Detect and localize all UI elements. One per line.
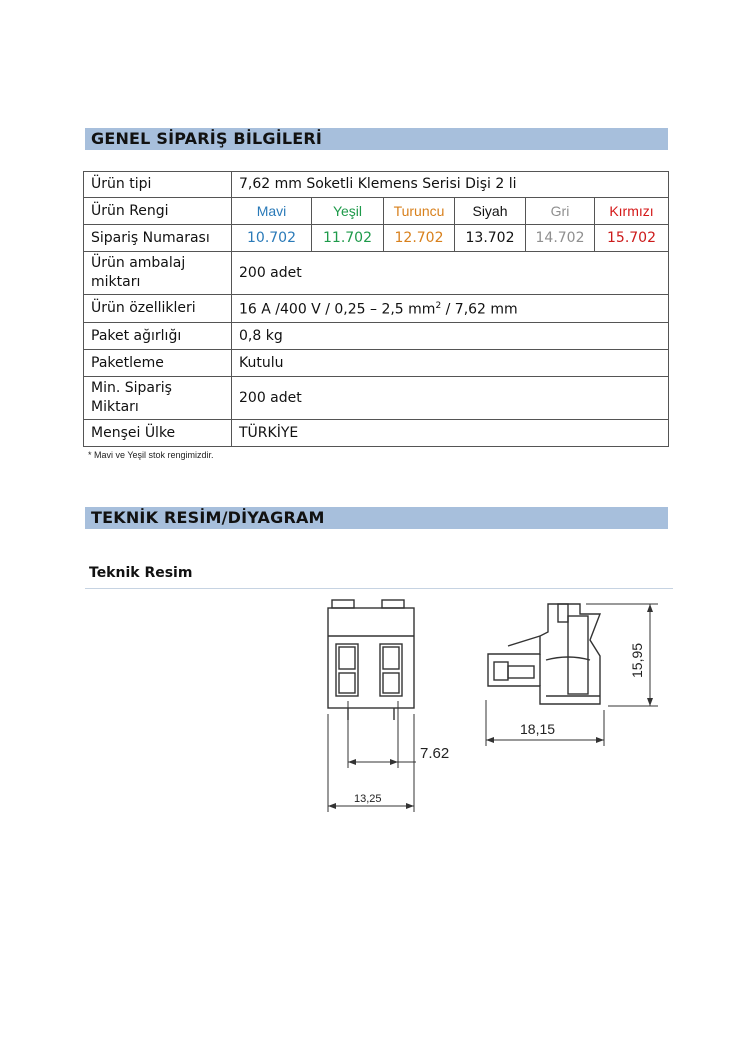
row-origin [84, 420, 669, 447]
spec-table [83, 171, 669, 447]
value-product-type: 7,62 mm Soketli Klemens Serisi Dişi 2 li [232, 172, 669, 198]
stock-color-footnote: * Mavi ve Yeşil stok rengimizdir. [88, 450, 214, 460]
row-product-type [84, 172, 669, 198]
label-packing: Paketleme [84, 350, 232, 377]
row-packaging-qty [84, 252, 669, 295]
order-number-gray: 14.702 [526, 225, 595, 252]
value-origin: TÜRKİYE [232, 420, 669, 447]
label-features: Ürün özellikleri [84, 295, 232, 323]
row-order-number [84, 225, 669, 252]
features-text-tail: / 7,62 mm [441, 301, 518, 318]
dimension-arrowheads [328, 604, 653, 809]
dimension-side-depth-label: 18,15 [520, 721, 556, 737]
value-packing: Kutulu [232, 350, 669, 377]
row-features [84, 295, 669, 323]
color-orange: Turuncu [384, 198, 455, 225]
dimension-front-width-label: 13,25 [354, 793, 382, 805]
row-color [84, 198, 669, 225]
order-number-red: 15.702 [595, 225, 669, 252]
row-weight [84, 323, 669, 350]
row-packing [84, 350, 669, 377]
section-title-order-info: GENEL SİPARİŞ BİLGİLERİ [85, 128, 668, 150]
side-view-outline [488, 604, 600, 704]
order-number-blue: 10.702 [232, 225, 312, 252]
label-color: Ürün Rengi [84, 198, 232, 225]
value-min-order: 200 adet [232, 377, 669, 420]
color-red: Kırmızı [595, 198, 669, 225]
label-packaging-qty: Ürün ambalaj miktarı [84, 252, 232, 295]
value-packaging-qty: 200 adet [232, 252, 669, 295]
color-gray: Gri [526, 198, 595, 225]
row-min-order [84, 377, 669, 420]
color-green: Yeşil [312, 198, 384, 225]
technical-drawing-subheading: Teknik Resim [89, 565, 193, 581]
label-min-order: Min. Sipariş Miktarı [84, 377, 232, 420]
front-view-outline [328, 600, 414, 720]
label-origin: Menşei Ülke [84, 420, 232, 447]
features-text: 16 A /400 V / 0,25 – 2,5 mm [239, 301, 436, 318]
color-blue: Mavi [232, 198, 312, 225]
dimension-pitch-label: 7.62 [420, 745, 450, 762]
color-black: Siyah [455, 198, 526, 225]
label-weight: Paket ağırlığı [84, 323, 232, 350]
section-title-technical: TEKNİK RESİM/DİYAGRAM [85, 507, 668, 529]
value-weight: 0,8 kg [232, 323, 669, 350]
value-features [232, 295, 669, 323]
subheading-divider [85, 588, 673, 589]
technical-drawing [318, 596, 666, 824]
order-number-orange: 12.702 [384, 225, 455, 252]
label-product-type: Ürün tipi [84, 172, 232, 198]
dimension-side-height-label: 15,95 [629, 642, 645, 678]
features-superscript: 2 [435, 301, 442, 312]
label-order-number: Sipariş Numarası [84, 225, 232, 252]
order-number-green: 11.702 [312, 225, 384, 252]
order-number-black: 13.702 [455, 225, 526, 252]
